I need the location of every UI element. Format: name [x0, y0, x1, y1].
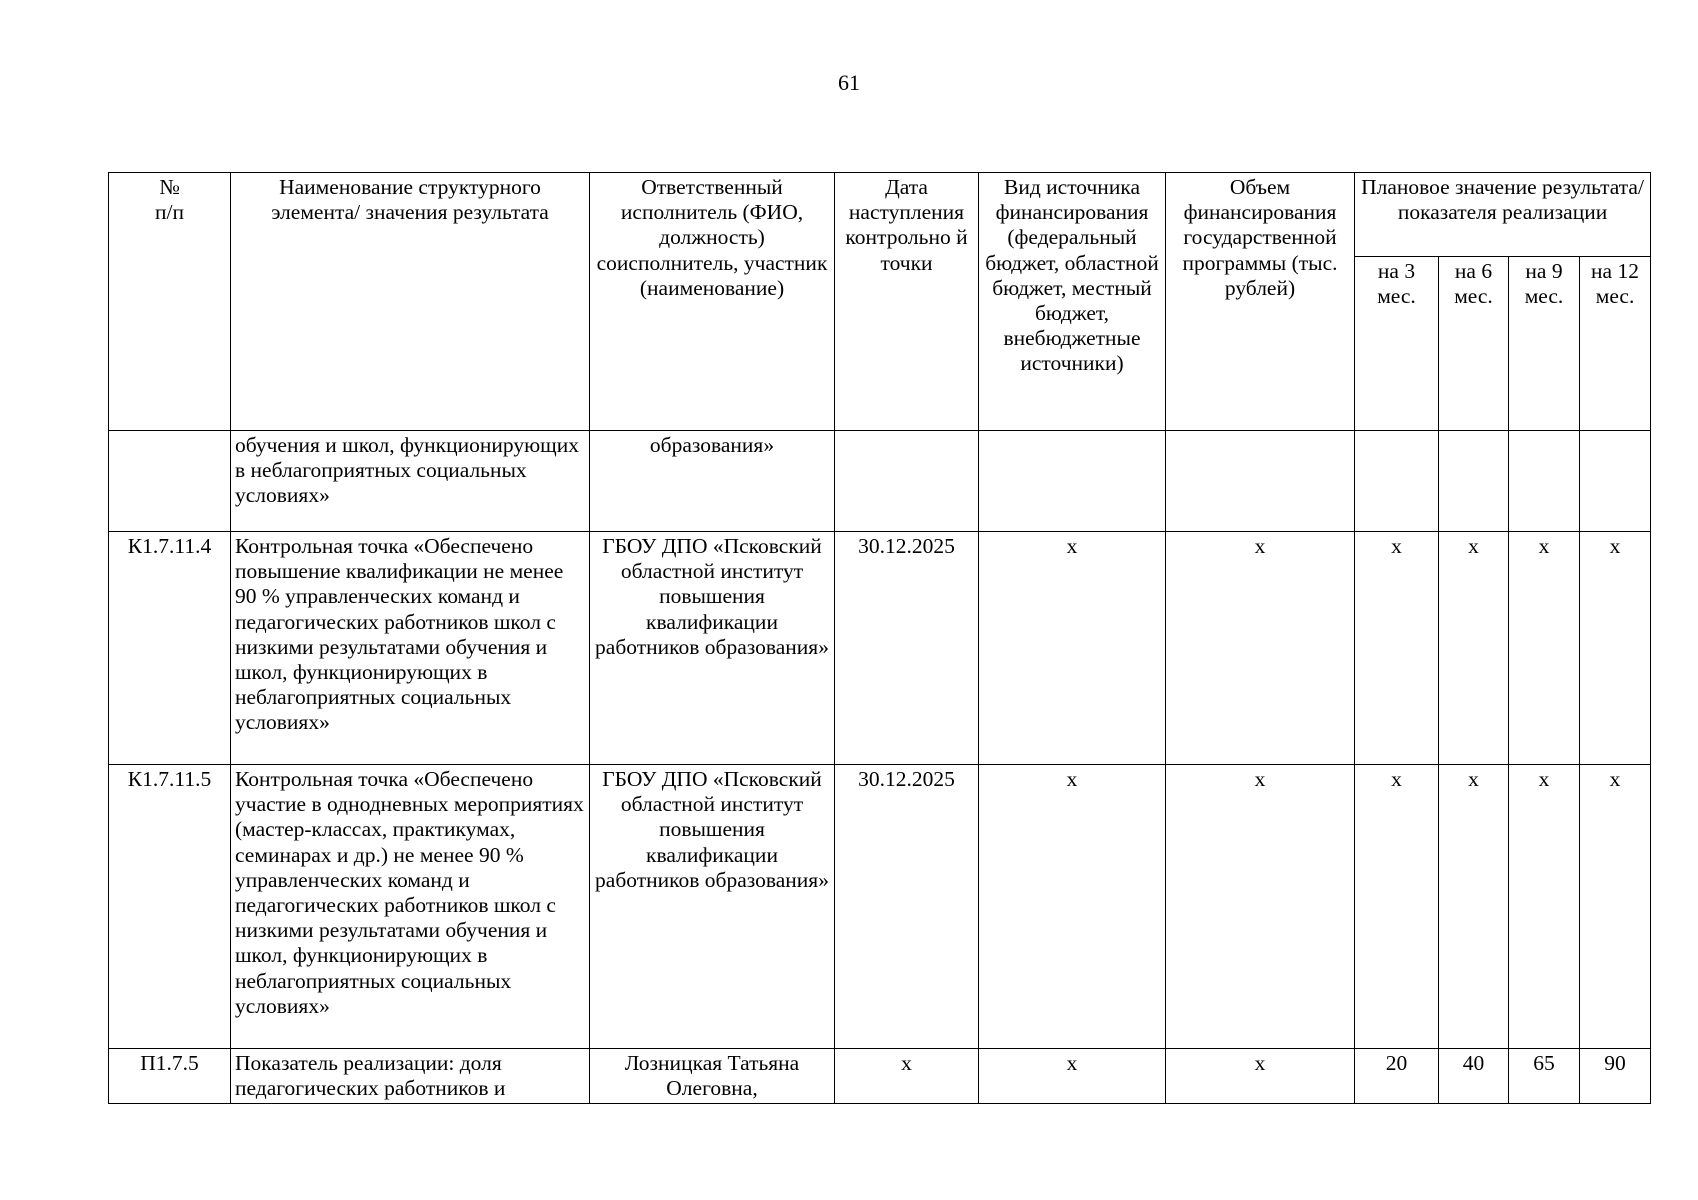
header-name: Наименование структурного элемента/ значения результата [231, 173, 590, 431]
row-m12: x [1580, 532, 1651, 765]
row-m6: x [1439, 532, 1509, 765]
row-num: К1.7.11.4 [109, 532, 231, 765]
row-name: Контрольная точка «Обеспечено участие в однодневных мероприятиях (мастер-классах, практикумах, семинарах и др.) не менее 90 % управленческих команд и педагогических работников школ с низкими результатами обучения и школ, функционирующих в неблагоприятных социальных условиях» [231, 765, 590, 1049]
row-m3: x [1355, 765, 1439, 1049]
header-volume: Объем финансирования государственной программы (тыс. рублей) [1166, 173, 1355, 431]
row-responsible: образования» [590, 431, 835, 532]
table-row [109, 1049, 1651, 1104]
row-volume: x [1166, 1049, 1355, 1104]
row-source: x [979, 1049, 1166, 1104]
header-m3: на 3 мес. [1355, 257, 1439, 431]
row-date [835, 431, 979, 532]
row-num [109, 431, 231, 532]
header-responsible: Ответственный исполнитель (ФИО, должность) соисполнитель, участник (наименование) [590, 173, 835, 431]
row-volume: x [1166, 532, 1355, 765]
row-m9: 65 [1509, 1049, 1580, 1104]
row-num: П1.7.5 [109, 1049, 231, 1104]
row-m12: 90 [1580, 1049, 1651, 1104]
row-responsible: ГБОУ ДПО «Псковский областной институт повышения квалификации работников образования» [590, 765, 835, 1049]
row-m3 [1355, 431, 1439, 532]
row-m3: x [1355, 532, 1439, 765]
table-row [109, 532, 1651, 765]
row-m9: x [1509, 765, 1580, 1049]
header-m12: на 12 мес. [1580, 257, 1651, 431]
page-number: 61 [838, 70, 860, 95]
table-row [109, 431, 1651, 532]
row-volume [1166, 431, 1355, 532]
row-name: Показатель реализации: доля педагогических работников и [231, 1049, 590, 1104]
row-m9: x [1509, 532, 1580, 765]
row-date: x [835, 1049, 979, 1104]
row-source [979, 431, 1166, 532]
header-m6: на 6 мес. [1439, 257, 1509, 431]
row-source: x [979, 765, 1166, 1049]
header-date: Дата наступления контрольно й точки [835, 173, 979, 431]
row-m6: 40 [1439, 1049, 1509, 1104]
row-m12 [1580, 431, 1651, 532]
row-m12: x [1580, 765, 1651, 1049]
header-num: № п/п [109, 173, 231, 431]
row-num: К1.7.11.5 [109, 765, 231, 1049]
row-source: x [979, 532, 1166, 765]
row-m3: 20 [1355, 1049, 1439, 1104]
row-volume: x [1166, 765, 1355, 1049]
header-planned: Плановое значение результата/показателя реализации [1355, 173, 1651, 257]
row-date: 30.12.2025 [835, 532, 979, 765]
row-m6 [1439, 431, 1509, 532]
row-m6: x [1439, 765, 1509, 1049]
header-source: Вид источника финансирования (федеральный бюджет, областной бюджет, местный бюджет, внебюджетные источники) [979, 173, 1166, 431]
header-m9: на 9 мес. [1509, 257, 1580, 431]
row-name: обучения и школ, функционирующих в неблагоприятных социальных условиях» [231, 431, 590, 532]
table-row [109, 765, 1651, 1049]
plan-table [108, 172, 1651, 1104]
row-m9 [1509, 431, 1580, 532]
row-name: Контрольная точка «Обеспечено повышение квалификации не менее 90 % управленческих команд и педагогических работников школ с низкими результатами обучения и школ, функционирующих в неблагоприятных социальных условиях» [231, 532, 590, 765]
row-date: 30.12.2025 [835, 765, 979, 1049]
row-responsible: Лозницкая Татьяна Олеговна, [590, 1049, 835, 1104]
row-responsible: ГБОУ ДПО «Псковский областной институт повышения квалификации работников образования» [590, 532, 835, 765]
